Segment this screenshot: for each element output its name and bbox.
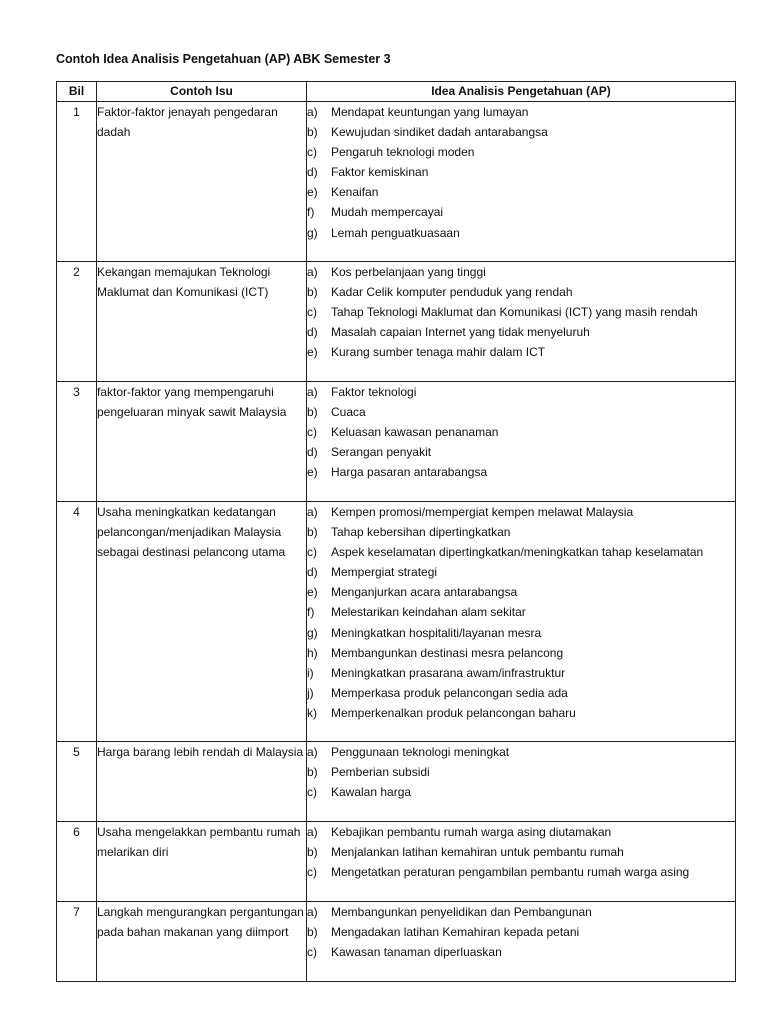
idea-item-label: a) (307, 505, 318, 519)
idea-item-text: Keluasan kawasan penanaman (331, 425, 499, 440)
idea-item-label: b) (307, 525, 318, 540)
idea-item-text: Kadar Celik komputer penduduk yang rendah (331, 285, 573, 300)
idea-item-label: f) (307, 605, 315, 620)
idea-item-label: c) (307, 865, 317, 880)
idea-item-text: Meningkatkan prasarana awam/infrastruktur (331, 665, 566, 680)
row-number: 7 (57, 902, 97, 982)
idea-item-label: c) (307, 785, 317, 800)
table-row (57, 102, 736, 262)
idea-item-text: Membangunkan destinasi mesra pelancong (331, 645, 564, 660)
idea-item-label: c) (307, 945, 317, 960)
idea-item-text: Mengetatkan peraturan pengambilan pembantu rumah warga asing (331, 865, 690, 880)
idea-item-label: g) (307, 625, 318, 640)
ideas-cell (307, 502, 736, 742)
table-row (57, 262, 736, 382)
idea-item (307, 342, 735, 362)
idea-item (307, 223, 735, 243)
table-header-row (57, 82, 736, 102)
idea-item (307, 202, 735, 222)
ideas-cell (307, 262, 736, 382)
idea-item-label: a) (307, 385, 318, 399)
idea-item (307, 402, 735, 422)
idea-item (307, 182, 735, 202)
idea-item-label: b) (307, 285, 318, 300)
idea-item-label: j) (307, 685, 314, 700)
idea-item (307, 522, 735, 542)
idea-item (307, 422, 735, 442)
idea-item-text: Harga pasaran antarabangsa (331, 465, 488, 480)
idea-item (307, 562, 735, 582)
idea-item (307, 122, 735, 142)
idea-item-label: b) (307, 125, 318, 140)
idea-item-text: Faktor kemiskinan (331, 165, 429, 180)
idea-item-label: e) (307, 345, 318, 360)
idea-item-text: Lemah penguatkuasaan (331, 225, 460, 240)
idea-item-text: Kempen promosi/mempergiat kempen melawat Malaysia (331, 505, 634, 519)
idea-item-label: f) (307, 205, 315, 220)
idea-item-label: b) (307, 405, 318, 420)
idea-item (307, 502, 735, 522)
analysis-table (56, 81, 736, 982)
idea-item (307, 442, 735, 462)
idea-item (307, 462, 735, 482)
idea-item-text: Tahap Teknologi Maklumat dan Komunikasi (ICT) yang masih rendah (331, 305, 698, 320)
idea-item-text: Aspek keselamatan dipertingkatkan/meningkatkan tahap keselamatan (331, 545, 704, 560)
issue-cell: Faktor-faktor jenayah pengedaran dadah (97, 102, 307, 262)
idea-item-label: k) (307, 705, 317, 720)
table-row (57, 822, 736, 902)
idea-item-label: a) (307, 825, 318, 839)
idea-item (307, 742, 735, 762)
table-row (57, 502, 736, 742)
idea-item-text: Kewujudan sindiket dadah antarabangsa (331, 125, 548, 140)
idea-item-label: b) (307, 925, 318, 940)
idea-item-text: Penggunaan teknologi meningkat (331, 745, 510, 759)
idea-item (307, 643, 735, 663)
idea-item-label: b) (307, 765, 318, 780)
idea-item-text: Memperkasa produk pelancongan sedia ada (331, 685, 568, 700)
issue-cell: faktor-faktor yang mempengaruhi pengeluaran minyak sawit Malaysia (97, 382, 307, 502)
idea-item-text: Serangan penyakit (331, 445, 432, 460)
idea-item-label: a) (307, 905, 318, 919)
row-number: 1 (57, 102, 97, 262)
idea-item-text: Pengaruh teknologi moden (331, 145, 475, 160)
idea-item-label: c) (307, 305, 317, 320)
idea-item-text: Mudah mempercayai (331, 205, 444, 220)
idea-item-text: Kawalan harga (331, 785, 412, 800)
idea-item (307, 322, 735, 342)
idea-item-text: Cuaca (331, 405, 366, 420)
row-number: 5 (57, 742, 97, 822)
row-number: 6 (57, 822, 97, 902)
issue-cell: Kekangan memajukan Teknologi Maklumat dan Komunikasi (ICT) (97, 262, 307, 382)
ideas-cell (307, 902, 736, 982)
issue-cell: Harga barang lebih rendah di Malaysia (97, 742, 307, 822)
issue-cell: Usaha mengelakkan pembantu rumah melarikan diri (97, 822, 307, 902)
idea-item (307, 782, 735, 802)
header-bil: Bil (57, 82, 97, 102)
idea-item (307, 282, 735, 302)
idea-item-text: Menjalankan latihan kemahiran untuk pembantu rumah (331, 845, 624, 860)
idea-item-text: Mendapat keuntungan yang lumayan (331, 105, 529, 119)
idea-item-label: d) (307, 445, 318, 460)
table-row (57, 742, 736, 822)
idea-item (307, 382, 735, 402)
idea-item-text: Kawasan tanaman diperluaskan (331, 945, 502, 960)
idea-item-text: Menganjurkan acara antarabangsa (331, 585, 518, 600)
idea-item-text: Faktor teknologi (331, 385, 417, 399)
ideas-cell (307, 102, 736, 262)
idea-item-label: e) (307, 185, 318, 200)
idea-item-label: i) (307, 665, 314, 680)
idea-item-label: a) (307, 265, 318, 279)
row-number: 3 (57, 382, 97, 502)
ideas-cell (307, 742, 736, 822)
idea-item (307, 942, 735, 962)
idea-item (307, 102, 735, 122)
issue-cell: Usaha meningkatkan kedatangan pelancongan/menjadikan Malaysia sebagai destinasi pelancong utama (97, 502, 307, 742)
idea-item-text: Mengadakan latihan Kemahiran kepada petani (331, 925, 580, 940)
idea-item (307, 142, 735, 162)
idea-item (307, 602, 735, 622)
idea-item (307, 623, 735, 643)
issue-cell: Langkah mengurangkan pergantungan pada bahan makanan yang diimport (97, 902, 307, 982)
idea-item-label: a) (307, 745, 318, 759)
idea-item (307, 162, 735, 182)
idea-item-label: d) (307, 565, 318, 580)
row-number: 2 (57, 262, 97, 382)
ideas-cell (307, 822, 736, 902)
idea-item-label: g) (307, 225, 318, 240)
idea-item-text: Pemberian subsidi (331, 765, 430, 780)
idea-item-text: Melestarikan keindahan alam sekitar (331, 605, 526, 620)
table-row (57, 902, 736, 982)
idea-item-text: Tahap kebersihan dipertingkatkan (331, 525, 511, 540)
idea-item-label: d) (307, 165, 318, 180)
idea-item-text: Kurang sumber tenaga mahir dalam ICT (331, 345, 546, 360)
idea-item-text: Mempergiat strategi (331, 565, 438, 580)
idea-item (307, 542, 735, 562)
document-title: Contoh Idea Analisis Pengetahuan (AP) ABK Semester 3 (56, 52, 391, 66)
header-idea-analisis: Idea Analisis Pengetahuan (AP) (307, 82, 736, 102)
idea-item-text: Kos perbelanjaan yang tinggi (331, 265, 486, 279)
idea-item-label: d) (307, 325, 318, 340)
idea-item-label: c) (307, 145, 317, 160)
idea-item-label: a) (307, 105, 318, 119)
idea-item (307, 822, 735, 842)
idea-item-text: Meningkatkan hospitaliti/layanan mesra (331, 625, 542, 640)
idea-item-label: c) (307, 545, 317, 560)
row-number: 4 (57, 502, 97, 742)
idea-item-label: c) (307, 425, 317, 440)
idea-item (307, 842, 735, 862)
idea-item (307, 262, 735, 282)
idea-item (307, 683, 735, 703)
idea-item (307, 663, 735, 683)
idea-item (307, 703, 735, 723)
idea-item (307, 582, 735, 602)
ideas-cell (307, 382, 736, 502)
idea-item-text: Membangunkan penyelidikan dan Pembangunan (331, 905, 592, 919)
table-row (57, 382, 736, 502)
idea-item-text: Memperkenalkan produk pelancongan baharu (331, 705, 576, 720)
idea-item-text: Kenaifan (331, 185, 379, 200)
idea-item-label: h) (307, 645, 318, 660)
idea-item (307, 922, 735, 942)
header-contoh-isu: Contoh Isu (97, 82, 307, 102)
idea-item (307, 302, 735, 322)
idea-item (307, 762, 735, 782)
idea-item-text: Kebajikan pembantu rumah warga asing diutamakan (331, 825, 612, 839)
idea-item-label: b) (307, 845, 318, 860)
idea-item-label: e) (307, 585, 318, 600)
idea-item-text: Masalah capaian Internet yang tidak menyeluruh (331, 325, 590, 340)
idea-item (307, 862, 735, 882)
idea-item (307, 902, 735, 922)
idea-item-label: e) (307, 465, 318, 480)
